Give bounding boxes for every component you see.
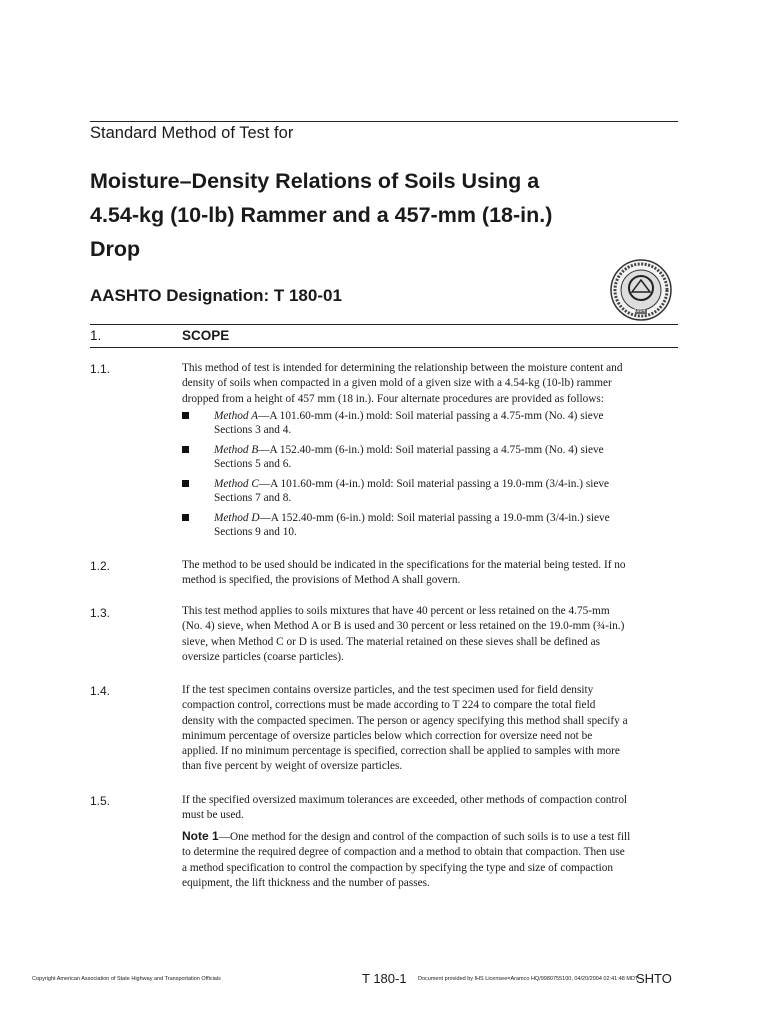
scope-rule xyxy=(90,347,678,348)
title-line-1: Moisture–Density Relations of Soils Using a xyxy=(90,169,540,193)
bullet-square-icon xyxy=(182,480,189,487)
text-line: density with the compacted specimen. The person or agency specifying this method shall specify a xyxy=(182,714,628,727)
title-line-3: Drop xyxy=(90,237,141,261)
scope-heading: SCOPE xyxy=(182,328,230,343)
method-name: Method A xyxy=(214,410,259,422)
text-line: method is specified, the provisions of Method A shall govern. xyxy=(182,574,461,587)
text-line: If the specified oversized maximum tolerances are exceeded, other methods of compaction control xyxy=(182,794,628,806)
designation-rule xyxy=(90,324,678,325)
section-text-1-5 xyxy=(182,793,682,824)
bullet-square-icon xyxy=(182,412,189,419)
method-sections: Sections 5 and 6. xyxy=(214,458,292,470)
scope-number: 1. xyxy=(90,328,102,343)
document-title xyxy=(90,164,690,266)
text-line: dropped from a height of 457 mm (18 in.). Four alternate procedures are provided as follows: xyxy=(182,392,604,405)
text-line: oversize particles (coarse particles). xyxy=(182,650,344,663)
text-line: compaction control, corrections must be made according to T 224 to compare the total field xyxy=(182,699,596,712)
text-line: applied. If no minimum percentage is specified, correction shall be applied to samples with more xyxy=(182,745,620,758)
section-number-1-3: 1.3. xyxy=(90,606,111,620)
text-line: minimum percentage of oversize particles below which correction for oversize need not be xyxy=(182,729,593,742)
text-line: a method specification to control the compaction by specifying the type and size of compaction xyxy=(182,861,614,874)
text-line: density of soils when compacted in a given mold of a given size with a 4.54-kg (10-lb) rammer xyxy=(182,377,612,390)
text-line: If the test specimen contains oversize particles, and the test specimen used for field density xyxy=(182,684,594,696)
text-line: (No. 4) sieve, when Method A or B is used and 30 percent or less retained on the 19.0-mm (¾-in.) xyxy=(182,620,625,633)
text-line: This method of test is intended for determining the relationship between the moisture content and xyxy=(182,362,623,374)
title-line-2: 4.54-kg (10-lb) Rammer and a 457-mm (18-in.) xyxy=(90,203,553,227)
text-line: This test method applies to soils mixtures that have 40 percent or less retained on the 4.75-mm xyxy=(182,605,610,617)
method-name: Method B xyxy=(214,444,259,456)
text-line: must be used. xyxy=(182,809,244,822)
top-rule xyxy=(90,121,678,122)
seal-year: 1914 xyxy=(634,308,646,314)
footer-organization: SHTO xyxy=(636,971,672,986)
footer-provided-by: Document provided by IHS Licensee=Aramco HQ/9980755100, 04/20/2004 02:41:48 MDT xyxy=(418,976,639,982)
note-1 xyxy=(182,829,682,891)
aashto-seal-icon xyxy=(606,258,676,322)
method-desc: —A 152.40-mm (6-in.) mold: Soil material passing a 19.0-mm (3/4-in.) sieve xyxy=(259,512,610,524)
text-line: —One method for the design and control of the compaction of such soils is to use a test fill xyxy=(218,831,631,843)
section-number-1-5: 1.5. xyxy=(90,794,111,808)
method-desc: —A 152.40-mm (6-in.) mold: Soil material passing a 4.75-mm (No. 4) sieve xyxy=(258,444,604,456)
bullet-square-icon xyxy=(182,514,189,521)
text-line: The method to be used should be indicated in the specifications for the material being tested. If no xyxy=(182,559,626,571)
method-name: Method D xyxy=(214,512,260,524)
text-line: to determine the required degree of compaction and a method to obtain that compaction. Then use xyxy=(182,846,625,859)
aashto-designation: AASHTO Designation: T 180-01 xyxy=(90,286,342,305)
section-number-1-2: 1.2. xyxy=(90,559,111,573)
method-sections: Sections 3 and 4. xyxy=(214,424,292,436)
standard-method-kicker: Standard Method of Test for xyxy=(90,124,294,142)
method-desc: —A 101.60-mm (4-in.) mold: Soil material passing a 4.75-mm (No. 4) sieve xyxy=(258,410,604,422)
bullet-square-icon xyxy=(182,446,189,453)
method-sections: Sections 7 and 8. xyxy=(214,492,292,504)
section-text-1-1 xyxy=(182,361,682,407)
text-line: equipment, the lift thickness and the number of passes. xyxy=(182,876,430,889)
section-number-1-1: 1.1. xyxy=(90,362,111,376)
section-text-1-2 xyxy=(182,558,682,589)
method-sections: Sections 9 and 10. xyxy=(214,526,297,538)
footer-copyright: Copyright American Association of State Highway and Transportation Officials xyxy=(32,976,221,982)
text-line: sieve, when Method C or D is used. The material retained on these sieves shall be defined as xyxy=(182,635,600,648)
section-text-1-4 xyxy=(182,683,682,775)
section-text-1-3 xyxy=(182,604,682,665)
footer-page-number: T 180-1 xyxy=(362,971,407,986)
method-desc: —A 101.60-mm (4-in.) mold: Soil material passing a 19.0-mm (3/4-in.) sieve xyxy=(258,478,610,490)
method-name: Method C xyxy=(214,478,259,490)
section-number-1-4: 1.4. xyxy=(90,684,111,698)
text-line: than five percent by weight of oversize particles. xyxy=(182,760,403,773)
note-label: Note 1 xyxy=(182,829,219,843)
